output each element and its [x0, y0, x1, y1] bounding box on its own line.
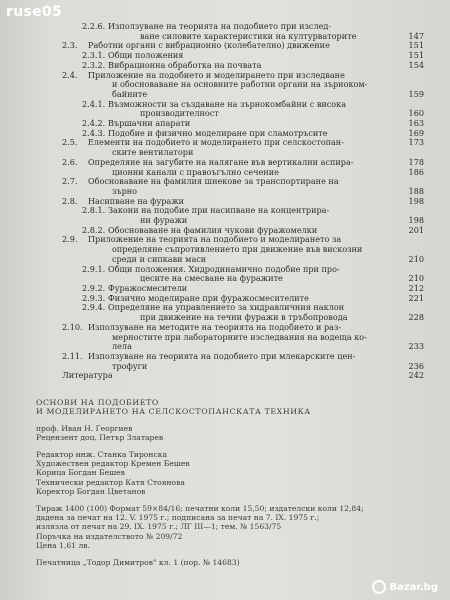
- author-line: проф. Иван Н. Георгиев: [36, 423, 133, 433]
- toc-entry-page: 233: [408, 341, 424, 352]
- toc-entry-title: производителност: [140, 108, 219, 119]
- toc-entry-page: 198: [408, 195, 424, 206]
- toc-entry-page: 228: [408, 312, 424, 323]
- toc-entry-page: 151: [408, 50, 424, 61]
- toc-entry-page: 147: [408, 30, 424, 41]
- toc-entry-title: Възможности за създаване на зърнокомбайни с висока: [108, 98, 347, 109]
- toc-entry: [62, 371, 424, 381]
- toc-entry-number: 2.9.3.: [82, 292, 106, 303]
- toc-entry-title: Използуване на теорията на подобието при изслед-: [108, 21, 332, 31]
- watermark-text: ruse05: [6, 4, 62, 20]
- toc-entry-title: определяне съпротивлението при движение във вискозни: [112, 244, 363, 255]
- bazar-logo-icon: [372, 580, 386, 594]
- toc-entry-title: Работни органи с вибрационно (колебателно) движение: [88, 40, 330, 51]
- print-data-line-3: излязла от печат на 29. IX. 1975 г.; ЛГ III—1; тем. № 1563/75: [36, 522, 282, 532]
- toc-entry-page: 210: [408, 273, 424, 284]
- toc-entry-number: 2.3.: [62, 40, 78, 51]
- toc-entry-title: лела: [112, 341, 132, 352]
- toc-entry-number: 2.3.2.: [82, 59, 106, 70]
- toc-entry-title: Закони на подобие при насипване на концентрира-: [108, 205, 330, 216]
- toc-entry-number: 2.3.1.: [82, 50, 106, 61]
- toc-entry: [62, 206, 424, 216]
- toc-entry-title: Приложение на теорията на подобието и моделирането за: [88, 234, 342, 245]
- toc-entry-title: ционни канали с правоъгълно сечение: [112, 166, 279, 177]
- toc-entry-page: 236: [408, 360, 424, 371]
- toc-entry-page: 212: [408, 282, 424, 293]
- toc-entry-number: 2.4.2.: [82, 118, 106, 129]
- art-editor-line: Художествен редактор Кремен Бешев: [36, 459, 190, 469]
- reviewer-line: Рецензент доц. Петър Златарев: [36, 433, 164, 443]
- toc-entry-title: среди и сипкави маси: [112, 253, 207, 264]
- toc-entry-number: 2.11.: [62, 350, 83, 361]
- toc-entry-page: 154: [408, 59, 424, 70]
- cover-line: Корица Богдан Бешев: [36, 468, 125, 478]
- toc-entry-page: 221: [408, 292, 424, 303]
- toc-entry-page: 173: [408, 137, 424, 148]
- toc-entry-number: 2.5.: [62, 137, 78, 148]
- toc-entry-page: 159: [408, 88, 424, 99]
- book-title-line-2: И МОДЕЛИРАНЕТО НА СЕЛСКОСТОПАНСКАТА ТЕХНИКА: [36, 407, 311, 417]
- toc-entry-number: 2.4.1.: [82, 98, 106, 109]
- print-data-line-4: Поръчка на издателството № 209/72: [36, 531, 183, 541]
- toc-entry: [62, 100, 424, 110]
- toc-entry-title: Фуражосмесители: [108, 282, 188, 293]
- toc-entry-title: Определяне на управлението за хидравличния наклон: [108, 302, 345, 313]
- toc-entry-title: байните: [112, 88, 148, 99]
- toc-entry-number: 2.7.: [62, 176, 78, 187]
- table-of-contents: [62, 22, 424, 381]
- toc-entry-page: 163: [408, 118, 424, 129]
- corrector-line: Коректор Богдан Цветанов: [36, 487, 146, 497]
- toc-entry-page: 178: [408, 156, 424, 167]
- toc-entry-title: Обосноваване на фамилия шнекове за транспортиране на: [88, 176, 339, 187]
- toc-entry-page: 201: [408, 224, 424, 235]
- toc-entry-title: Използуване на теорията на подобието при млекарските цен-: [88, 350, 356, 361]
- toc-entry-title: Литература: [62, 370, 113, 381]
- toc-entry-number: 2.8.: [62, 195, 78, 206]
- toc-entry-title: зърно: [112, 185, 138, 196]
- book-title-line-1: ОСНОВИ НА ПОДОБИЕТО: [36, 398, 159, 407]
- toc-entry-page: 210: [408, 253, 424, 264]
- toc-entry-title: Насипване на фуражи: [88, 195, 185, 206]
- toc-entry-title: ване силовите характеристики на културваторите: [140, 30, 357, 41]
- toc-entry-title: Физично моделиране при фуражосмесителите: [108, 292, 309, 303]
- toc-entry-page: 188: [408, 185, 424, 196]
- toc-entry-page: 151: [408, 40, 424, 51]
- toc-entry-title: Общи положения. Хидродинамично подобие при про-: [108, 263, 340, 274]
- toc-entry-title: ските вентилатори: [112, 147, 194, 158]
- toc-entry-number: 2.2.6.: [82, 21, 106, 31]
- print-data-line-1: Тираж 1400 (100) Формат 59×84/16; печатни коли 15,50; издателски коли 12,84;: [36, 503, 364, 513]
- printer-line: Печатница „Тодор Димитров" кл. 1 (пор. № 14683): [36, 557, 240, 567]
- toc-entry-title: и обосноваване на основните работни органи на зърноком-: [112, 79, 368, 90]
- toc-entry-number: 2.9.: [62, 234, 78, 245]
- toc-entry-title: Вибрационна обработка на почвата: [108, 59, 262, 70]
- toc-entry-number: 2.4.: [62, 69, 78, 80]
- toc-entry-title: Определяне на загубите на налягане във вертикални аспира-: [88, 156, 354, 167]
- toc-entry-number: 2.4.3.: [82, 127, 106, 138]
- toc-entry-page: 160: [408, 108, 424, 119]
- toc-entry-title: Използуване на методите на теорията на подобието и раз-: [88, 321, 342, 332]
- toc-entry-title: мерностите при лабораторните изследвания на водеща ко-: [112, 331, 367, 342]
- toc-entry-number: 2.10.: [62, 321, 83, 332]
- toc-entry-page: 169: [408, 127, 424, 138]
- toc-entry-title: трофуги: [112, 360, 148, 371]
- bazar-logo: [372, 580, 438, 594]
- bazar-logo-text: Bazar.bg: [389, 582, 438, 593]
- price-line: Цена 1,61 лв.: [36, 541, 90, 551]
- editor-line: Редактор инж. Станка Тиронска: [36, 449, 167, 459]
- toc-entry-number: 2.9.4.: [82, 302, 106, 313]
- toc-entry-title: Вършачни апарати: [108, 118, 191, 129]
- toc-entry-number: 2.6.: [62, 156, 78, 167]
- toc-entry-number: 2.8.2.: [82, 224, 106, 235]
- toc-entry-page: 242: [408, 370, 424, 381]
- toc-entry-number: 2.9.1.: [82, 263, 106, 274]
- toc-entry-page: 198: [408, 215, 424, 226]
- imprint-block: [36, 398, 416, 567]
- toc-entry-number: 2.9.2.: [82, 282, 106, 293]
- toc-entry-title: при движение на течни фуражи в тръбопровода: [140, 312, 348, 323]
- toc-entry-title: Подобие и физично моделиране при сламотръсите: [108, 127, 328, 138]
- toc-entry-page: 186: [408, 166, 424, 177]
- toc-entry-title: цесите на смесване на фуражите: [140, 273, 283, 284]
- toc-entry-title: ни фуражи: [140, 215, 188, 226]
- toc-entry: [62, 362, 424, 372]
- toc-entry-number: 2.8.1.: [82, 205, 106, 216]
- toc-entry-title: Обосноваване на фамилия чукови фуражомелки: [108, 224, 318, 235]
- toc-entry-title: Елементи на подобието и моделирането при селскостопан-: [88, 137, 344, 148]
- print-data-line-2: дадена за печат на 12. V. 1975 г.; подписана за печат на 7. IX. 1975 г.;: [36, 513, 320, 523]
- tech-editor-line: Технически редактор Катя Стоянова: [36, 477, 185, 487]
- toc-entry-title: Приложение на подобието и моделирането при изследване: [88, 69, 345, 80]
- toc-entry-title: Общи положения: [108, 50, 184, 61]
